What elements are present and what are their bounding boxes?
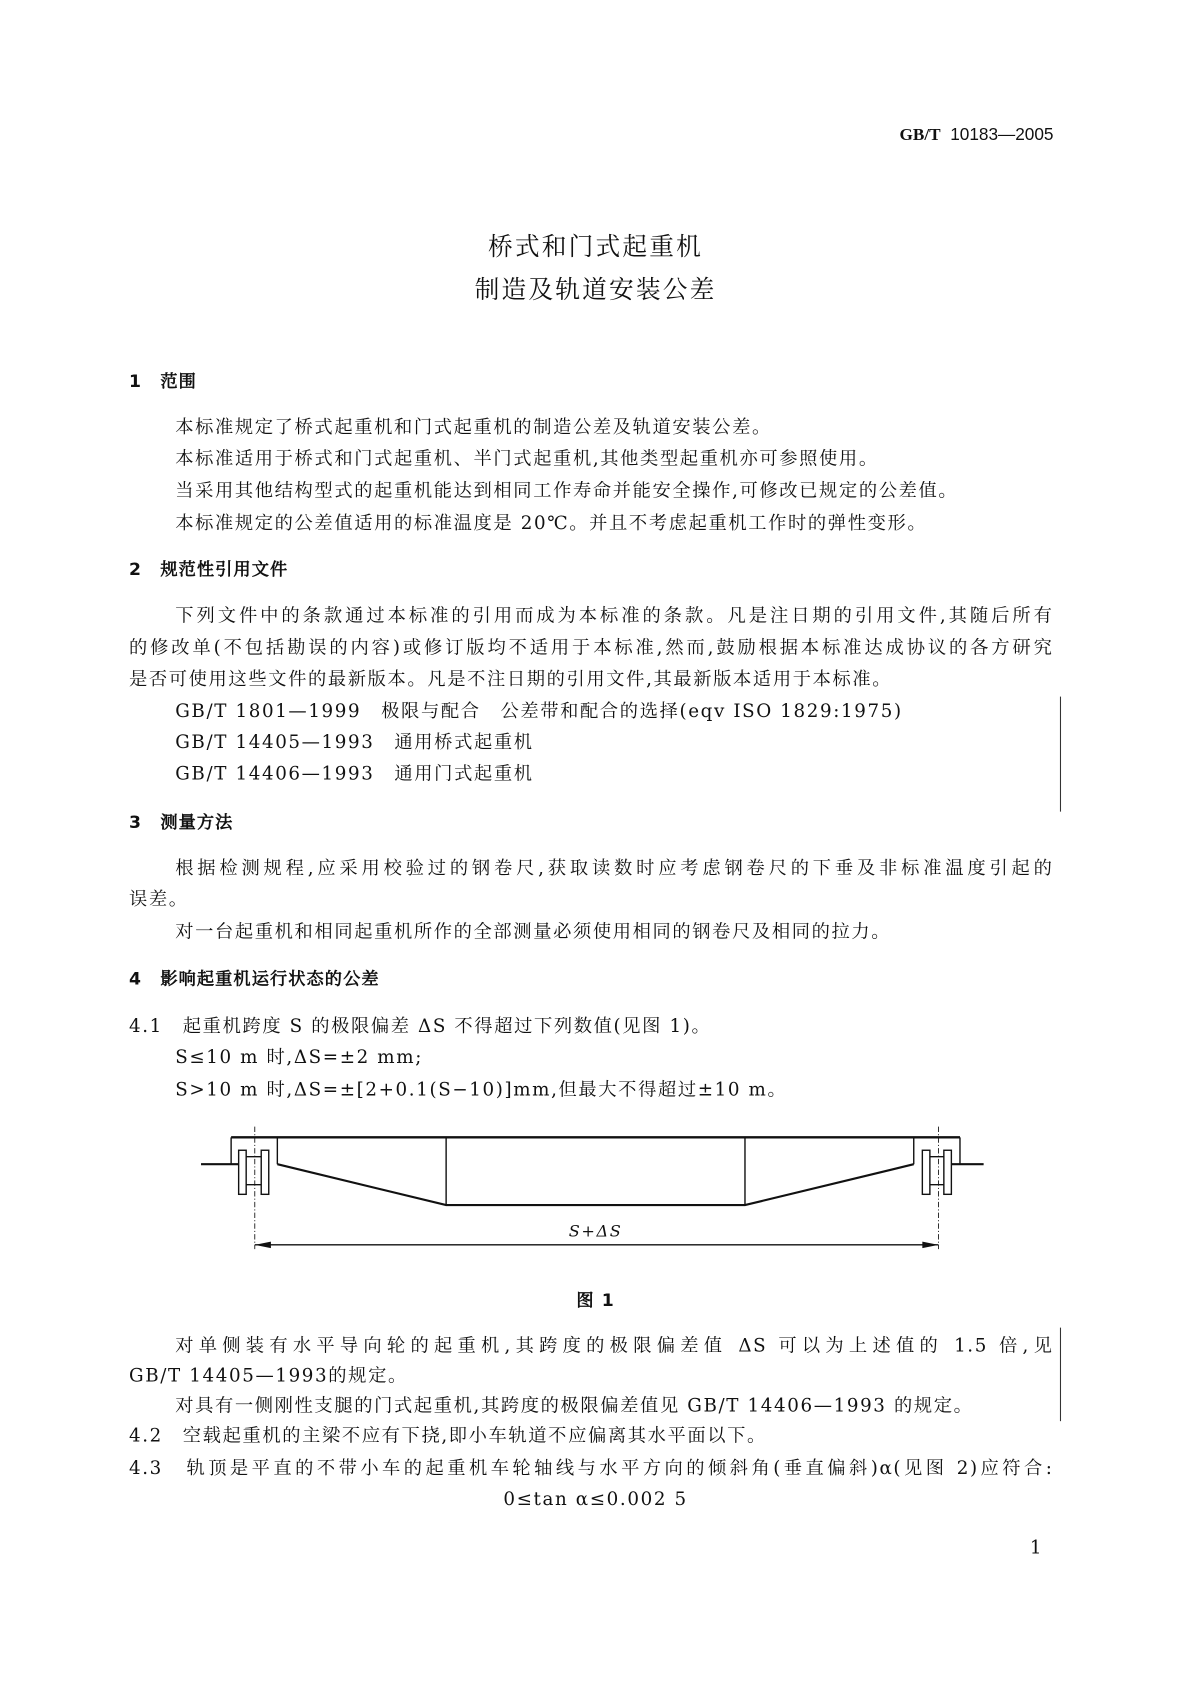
reference-item: GB/T 14406—1993 通用门式起重机 <box>175 763 534 785</box>
clause-4-2: 4.2 空载起重机的主梁不应有下挠,即小车轨道不应偏离其水平面以下。 <box>129 1425 767 1447</box>
formula-line: S>10 m 时,ΔS=±[2+0.1(S−10)]mm,但最大不得超过±10 m。 <box>175 1079 788 1101</box>
paragraph-line: 对单侧装有水平导向轮的起重机,其跨度的极限偏差值 ΔS 可以为上述值的 1.5 倍,见 <box>175 1335 1054 1357</box>
formula-line: S≤10 m 时,ΔS=±2 mm; <box>175 1047 423 1069</box>
change-bar <box>1060 1328 1061 1422</box>
dimension-label: S+ΔS <box>568 1221 623 1241</box>
paragraph-line: 当采用其他结构型式的起重机能达到相同工作寿命并能安全操作,可修改已规定的公差值。 <box>175 480 959 503</box>
paragraph-line: 是否可使用这些文件的最新版本。凡是不注日期的引用文件,其最新版本适用于本标准。 <box>129 668 893 691</box>
paragraph-line: 对具有一侧刚性支腿的门式起重机,其跨度的极限偏差值见 GB/T 14406—1993 的规定。 <box>175 1395 974 1417</box>
end-carriage-right <box>914 1137 960 1164</box>
paragraph-line: GB/T 14405—1993的规定。 <box>129 1365 408 1387</box>
section-3-heading: 3 测量方法 <box>129 811 234 833</box>
paragraph-line: 根据检测规程,应采用校验过的钢卷尺,获取读数时应考虑钢卷尺的下垂及非标准温度引起的 <box>175 857 1054 880</box>
paragraph-line: 本标准规定的公差值适用的标准温度是 20℃。并且不考虑起重机工作时的弹性变形。 <box>175 512 928 535</box>
title-line-2: 制造及轨道安装公差 <box>474 276 717 305</box>
standard-number: GB/T 10183—2005 <box>899 125 1054 145</box>
section-4-heading: 4 影响起重机运行状态的公差 <box>129 968 380 990</box>
girder-verticals <box>446 1137 745 1205</box>
wheel-right <box>944 1150 952 1194</box>
section-1-heading: 1 范围 <box>129 370 197 392</box>
section-2-heading: 2 规范性引用文件 <box>129 559 289 580</box>
reference-item: GB/T 14405—1993 通用桥式起重机 <box>175 732 534 754</box>
title-line-1: 桥式和门式起重机 <box>488 233 704 262</box>
paragraph-line: 的修改单(不包括勘误的内容)或修订版均不适用于本标准,然而,鼓励根据本标准达成协议的各方研究 <box>129 637 1054 659</box>
paragraph-line: 误差。 <box>129 889 189 911</box>
wheel-left <box>239 1150 247 1194</box>
wheel-right <box>922 1150 930 1194</box>
clause-4-1: 4.1 起重机跨度 S 的极限偏差 ΔS 不得超过下列数值(见图 1)。 <box>129 1015 712 1038</box>
girder-bottom <box>277 1164 913 1205</box>
paragraph-line: 本标准规定了桥式起重机和门式起重机的制造公差及轨道安装公差。 <box>175 417 772 439</box>
figure-1-caption: 图 1 <box>576 1290 615 1311</box>
formula: 0≤tan α≤0.002 5 <box>503 1488 688 1511</box>
page-number: 1 <box>1029 1537 1044 1559</box>
paragraph-line: 本标准适用于桥式和门式起重机、半门式起重机,其他类型起重机亦可参照使用。 <box>175 448 879 470</box>
clause-4-3: 4.3 轨顶是平直的不带小车的起重机车轮轴线与水平方向的倾斜角(垂直偏斜)α(见图 2)应符合: <box>129 1457 1054 1480</box>
paragraph-line: 对一台起重机和相同起重机所作的全部测量必须使用相同的钢卷尺及相同的拉力。 <box>175 921 892 943</box>
reference-item: GB/T 1801—1999 极限与配合 公差带和配合的选择(eqv ISO 1829:1975) <box>175 700 903 723</box>
wheel-left <box>261 1150 269 1194</box>
paragraph-line: 下列文件中的条款通过本标准的引用而成为本标准的条款。凡是注日期的引用文件,其随后所有 <box>175 605 1054 627</box>
